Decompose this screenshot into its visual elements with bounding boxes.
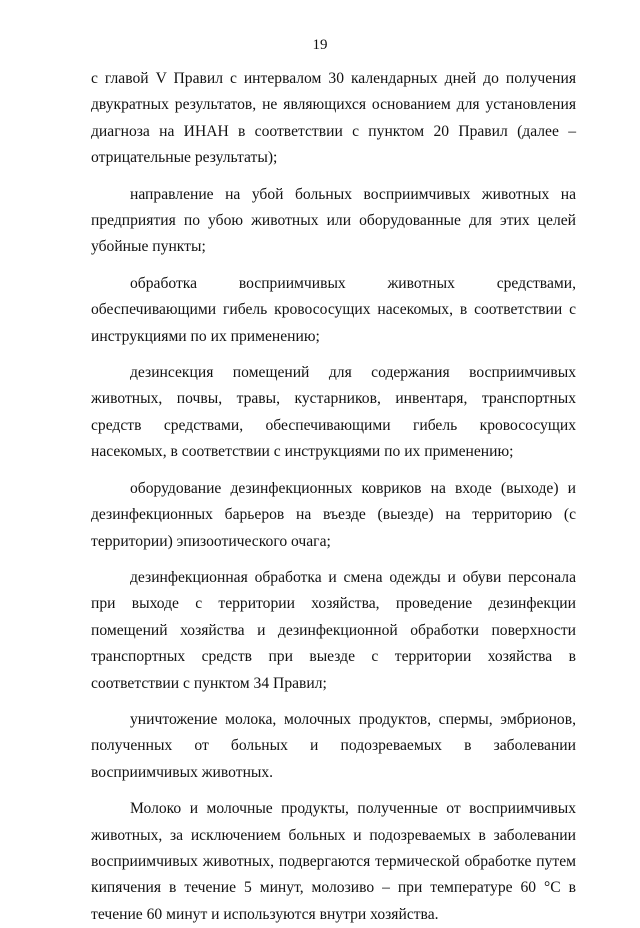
paragraph-slaughter-referral: направление на убой больных восприимчивых животных на предприятия по убою животных или оборудованные для этих целей убойные пункты; [91, 185, 576, 256]
paragraph-disinsection: дезинсекция помещений для содержания восприимчивых животных, почвы, травы, кустарников, инвентаря, транспортных средств средствами, обеспечивающими гибель кровососущих насекомых, в соответствии с инструкциями по их применению; [91, 364, 576, 461]
paragraph-disinfection-mats: оборудование дезинфекционных ковриков на входе (выходе) и дезинфекционных барьеров на въезде (выезде) на территорию (с территории) эпизоотического очага; [91, 479, 576, 550]
paragraph-milk-destruction: уничтожение молока, молочных продуктов, спермы, эмбрионов, полученных от больных и подозреваемых в заболевании восприимчивых животных. [91, 710, 576, 781]
page-number: 19 [312, 37, 328, 53]
paragraph-continuation: с главой V Правил с интервалом 30 календарных дней до получения двукратных результатов, не являющихся основанием для установления диагноза на ИНАН в соответствии с пунктом 20 Правил (далее – отрицательные результаты); [91, 70, 576, 167]
paragraph-animal-treatment: обработка восприимчивых животных средствами, обеспечивающими гибель кровососущих насекомых, в соответствии с инструкциями по их применению; [91, 274, 576, 345]
paragraph-personnel-disinfection: дезинфекционная обработка и смена одежды и обуви персонала при выходе с территории хозяйства, проведение дезинфекции помещений хозяйства и дезинфекционной обработки поверхности транспортных средств при выезде с территории хозяйства в соответствии с пунктом 34 Правил; [91, 568, 576, 692]
paragraph-milk-processing: Молоко и молочные продукты, полученные от восприимчивых животных, за исключением больных и подозреваемых в заболевании восприимчивых животных, подвергаются термической обработке путем кипячения в течение 5 минут, молозиво – при температуре 60 °С в течение 60 минут и используются внутри хозяйства. [91, 800, 576, 923]
document-body [91, 66, 576, 928]
